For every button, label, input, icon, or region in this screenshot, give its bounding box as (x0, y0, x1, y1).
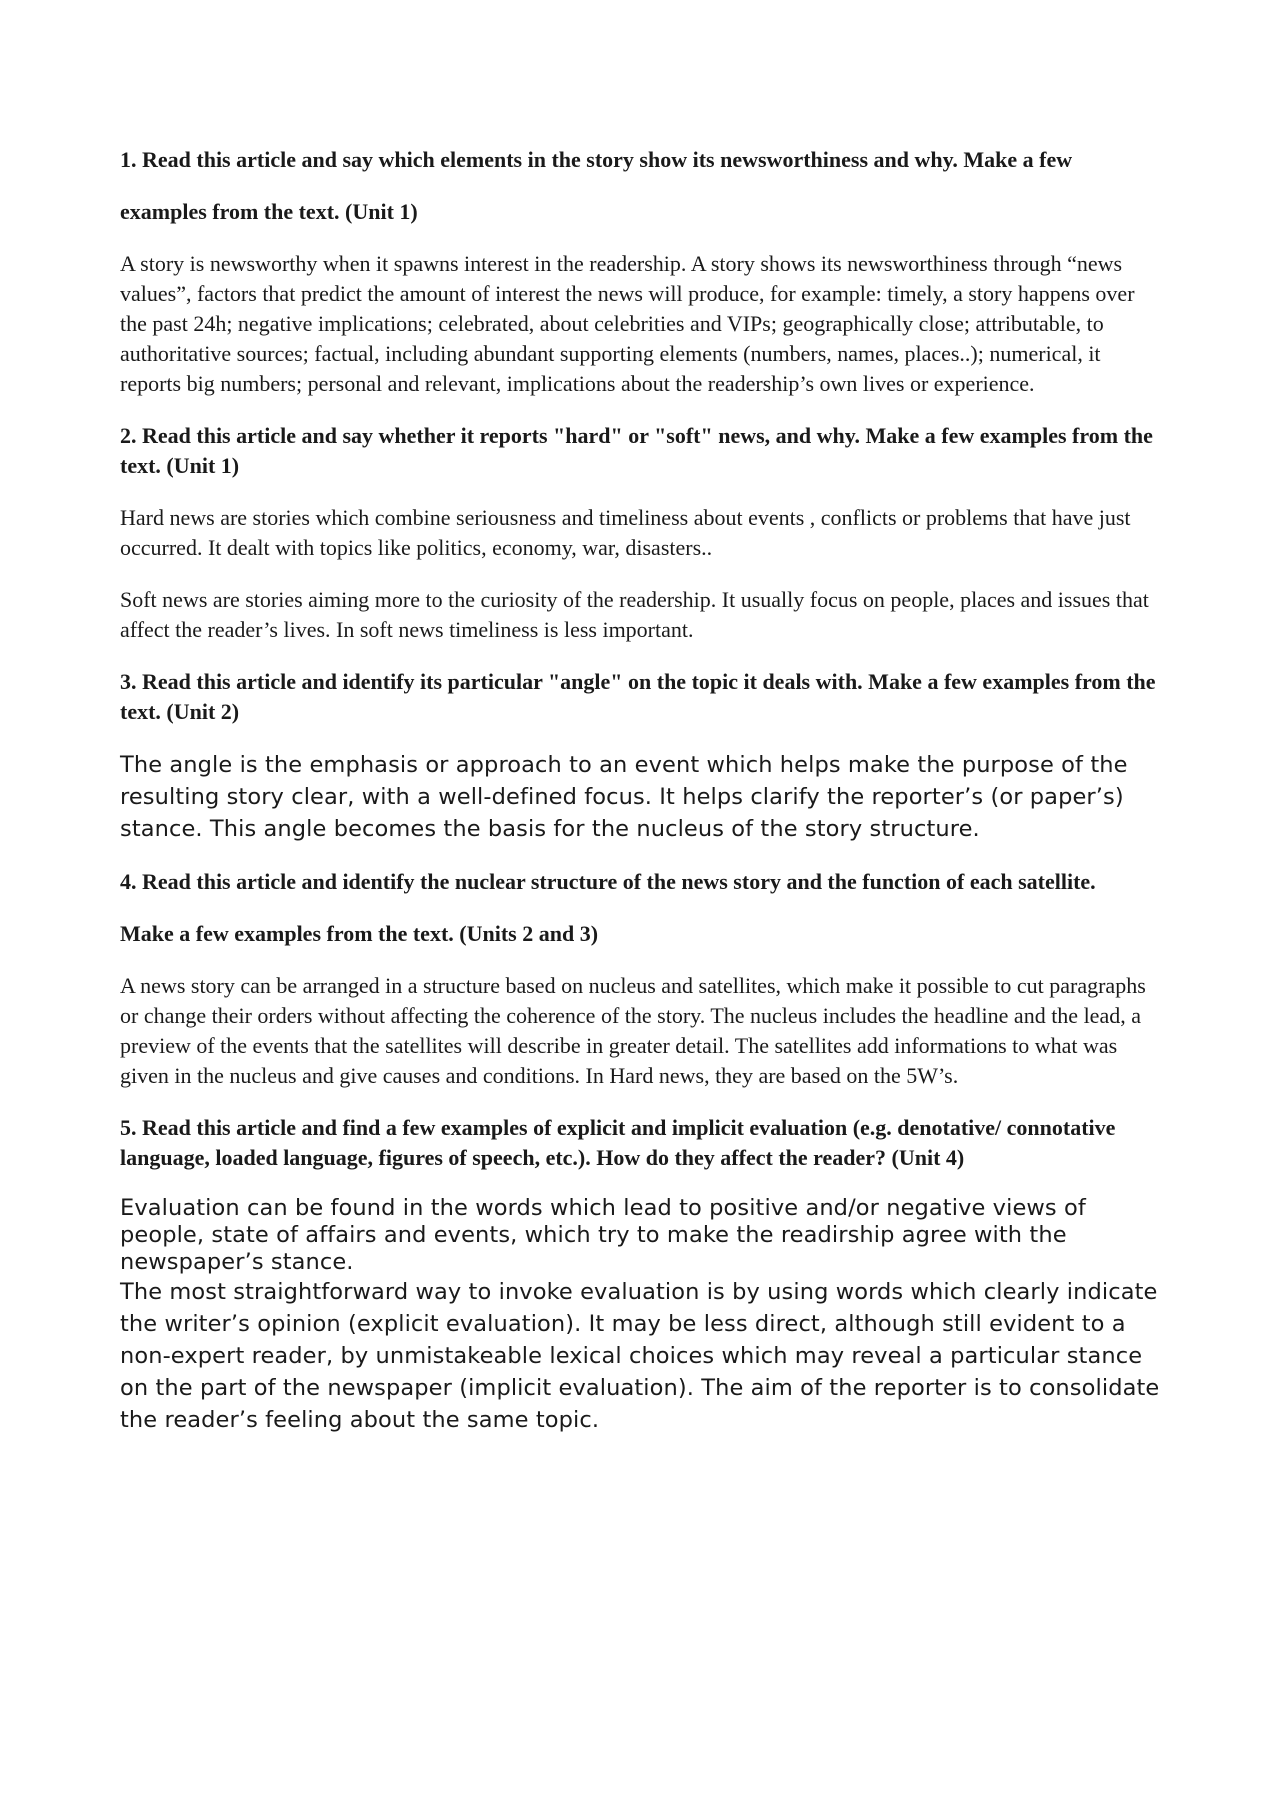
question-5 (120, 1113, 1165, 1173)
question-2 (120, 421, 1165, 481)
answer-5-paragraph-2: The most straightforward way to invoke evaluation is by using words which clearly indicate the writer’s opinion (explicit evaluation). It may be less direct, although still evident to a non-expert reader, by unmistakeable lexical choices which may reveal a particular stance on the part of the newspaper (implicit evaluation). The aim of the reporter is to consolidate the reader’s feeling about the same topic. (120, 1279, 1160, 1433)
question-4-line-1: 4. Read this article and identify the nuclear structure of the news story and the function of each satellite. (120, 869, 1096, 894)
question-5-line-1: 5. Read this article and find a few examples of explicit and implicit evaluation (e.g. denotative/ connotative language, loaded language, figures of speech, etc.). How do they affect the reader? (Unit 4) (120, 1115, 1116, 1170)
question-2-line-1: 2. Read this article and say whether it reports "hard" or "soft" news, and why. Make a few examples from the text. (Unit 1) (120, 423, 1153, 478)
answer-3-paragraph-1: The angle is the emphasis or approach to an event which helps make the purpose of the resulting story clear, with a well-defined focus. It helps clarify the reporter’s (or paper’s) stance. This angle becomes the basis for the nucleus of the story structure. (120, 752, 1128, 842)
answer-2-paragraph-2: Soft news are stories aiming more to the curiosity of the readership. It usually focus on people, places and issues that affect the reader’s lives. In soft news timeliness is less important. (120, 587, 1149, 642)
document-page (120, 145, 1165, 1458)
question-3 (120, 667, 1165, 727)
answer-5-paragraph-1: Evaluation can be found in the words which lead to positive and/or negative views of people, state of affairs and events, which try to make the readirship agree with the newspaper’s stance. (120, 1195, 1086, 1275)
answer-4-paragraph-1: A news story can be arranged in a structure based on nucleus and satellites, which make it possible to cut paragraphs or change their orders without affecting the coherence of the story. The nucleus includes the headline and the lead, a preview of the events that the satellites will describe in greater detail. The satellites add informations to what was given in the nucleus and give causes and conditions. In Hard news, they are based on the 5W’s. (120, 973, 1146, 1088)
answer-2-paragraph-1: Hard news are stories which combine seriousness and timeliness about events , conflicts or problems that have just occurred. It dealt with topics like politics, economy, war, disasters.. (120, 505, 1131, 560)
question-4-line-2: Make a few examples from the text. (Units 2 and 3) (120, 921, 599, 946)
question-1-line-1: 1. Read this article and say which elements in the story show its newsworthiness and why. Make a few (120, 147, 1073, 172)
question-1 (120, 145, 1165, 227)
question-1-line-2: examples from the text. (Unit 1) (120, 199, 418, 224)
answer-1-paragraph-1: A story is newsworthy when it spawns interest in the readership. A story shows its newsworthiness through “news values”, factors that predict the amount of interest the news will produce, for example: timely, a story happens over the past 24h; negative implications; celebrated, about celebrities and VIPs; geographically close; attributable, to authoritative sources; factual, including abundant supporting elements (numbers, names, places..); numerical, it reports big numbers; personal and relevant, implications about the readership’s own lives or experience. (120, 251, 1135, 396)
question-4 (120, 867, 1165, 949)
question-3-line-1: 3. Read this article and identify its particular "angle" on the topic it deals with. Make a few examples from the text. (Unit 2) (120, 669, 1156, 724)
